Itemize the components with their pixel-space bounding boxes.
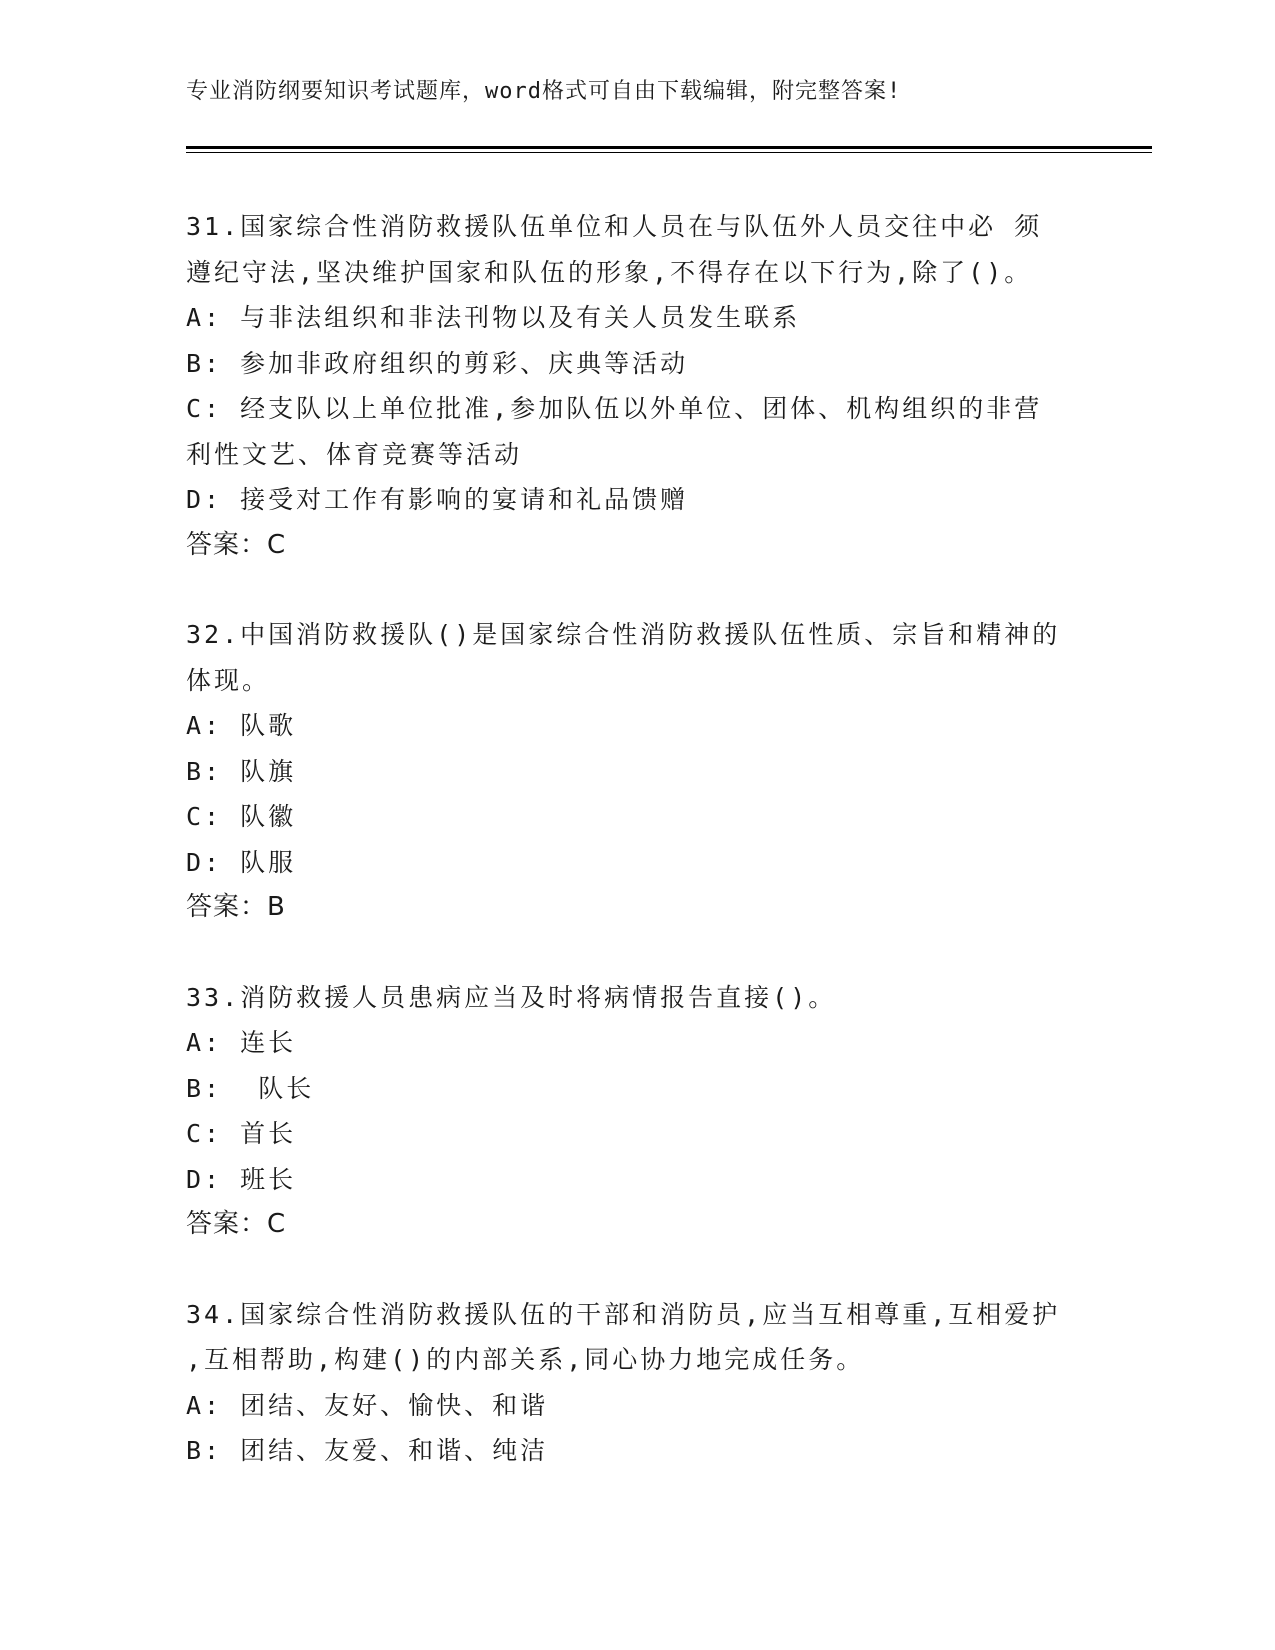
option-b: B: 参加非政府组织的剪彩、庆典等活动 [186, 348, 689, 378]
option-d: D: 班长 [186, 1164, 297, 1194]
question-stem-line: 31.国家综合性消防救援队伍单位和人员在与队伍外人员交往中必 须 [186, 212, 1043, 241]
answer-label: 答案：C [186, 529, 287, 560]
option-b: B: 队旗 [186, 756, 297, 786]
question-stem-line: 遵纪守法,坚决维护国家和队伍的形象,不得存在以下行为,除了()。 [186, 257, 1033, 287]
header-rule-thick [186, 146, 1152, 149]
question-stem-line: 34.国家综合性消防救援队伍的干部和消防员,应当互相尊重,互相爱护 [186, 1299, 1061, 1329]
question-34 [186, 1292, 1086, 1474]
option-d: D: 队服 [186, 847, 297, 877]
option-c-continued: 利性文艺、体育竞赛等活动 [186, 439, 523, 469]
question-33 [186, 975, 1086, 1248]
answer-label: 答案：C [186, 1209, 287, 1239]
question-stem-line: 体现。 [186, 665, 271, 695]
page-header: 专业消防纲要知识考试题库，word格式可自由下载编辑，附完整答案! [186, 79, 902, 104]
question-stem-line: 32.中国消防救援队()是国家综合性消防救援队伍性质、宗旨和精神的 [186, 620, 1061, 649]
option-a: A: 连长 [186, 1028, 297, 1057]
question-list [186, 204, 1086, 1518]
option-b: B: 团结、友爱、和谐、纯洁 [186, 1436, 549, 1465]
question-stem-line: 33.消防救援人员患病应当及时将病情报告直接()。 [186, 982, 837, 1012]
question-stem-line: ,互相帮助,构建()的内部关系,同心协力地完成任务。 [186, 1345, 865, 1374]
option-d: D: 接受对工作有影响的宴请和礼品馈赠 [186, 485, 689, 514]
option-a: A: 与非法组织和非法刊物以及有关人员发生联系 [186, 303, 801, 332]
header-rule-thin [186, 152, 1152, 153]
option-a: A: 队歌 [186, 711, 297, 740]
option-c: C: 经支队以上单位批准,参加队伍以外单位、团体、机构组织的非营 [186, 394, 1043, 423]
option-b: B: 队长 [186, 1073, 315, 1103]
option-c: C: 首长 [186, 1119, 297, 1148]
option-c: C: 队徽 [186, 802, 297, 831]
option-a: A: 团结、友好、愉快、和谐 [186, 1390, 549, 1420]
answer-label: 答案：B [186, 892, 286, 922]
question-31 [186, 204, 1086, 568]
question-32 [186, 612, 1086, 931]
